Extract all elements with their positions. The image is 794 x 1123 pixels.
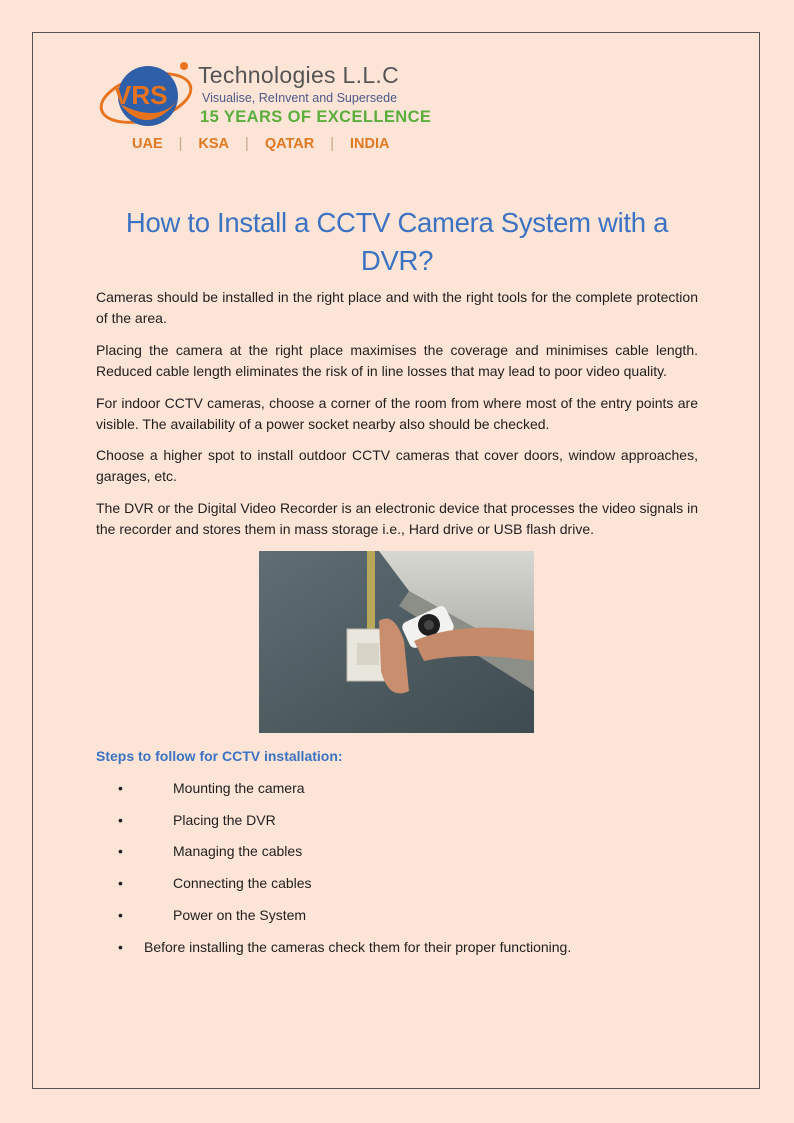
step-text: Mounting the camera <box>173 780 305 796</box>
list-item <box>96 778 698 810</box>
region-separator: | <box>178 136 183 152</box>
logo-mark-text: VRS <box>114 80 168 110</box>
bullet-icon: • <box>118 811 123 828</box>
list-item <box>96 905 698 937</box>
document-title: How to Install a CCTV Camera System with a DVR? <box>125 207 669 276</box>
years-of-excellence: 15 YEARS OF EXCELLENCE <box>200 108 432 126</box>
region-separator: | <box>330 136 334 152</box>
steps-list <box>96 778 698 936</box>
bullet-icon: • <box>118 843 123 860</box>
bullet-icon: • <box>118 875 123 892</box>
list-item <box>96 810 698 842</box>
region-separator: | <box>245 136 249 152</box>
company-name: Technologies L.L.C <box>198 62 400 88</box>
region-list <box>132 136 389 152</box>
bullet-icon: • <box>118 906 123 923</box>
region-uae: UAE <box>132 136 163 152</box>
paragraph-5: The DVR or the Digital Video Recorder is an electronic device that processes the video signals in the recorder and stores them in mass storage i.e., Hard drive or USB flash drive. <box>96 500 698 537</box>
list-item <box>96 873 698 905</box>
step-text: Managing the cables <box>173 843 303 860</box>
paragraph-3: For indoor CCTV cameras, choose a corner of the room from where most of the entry points are visible. The availability of a power socket nearby also should be checked. <box>96 395 698 432</box>
steps-heading: Steps to follow for CCTV installation: <box>96 748 343 764</box>
region-qatar: QATAR <box>264 136 315 152</box>
paragraph-1: Cameras should be installed in the right place and with the right tools for the complete protection of the area. <box>96 289 698 326</box>
step-text: Connecting the cables <box>173 875 312 892</box>
list-item <box>96 841 698 873</box>
step-text: Placing the DVR <box>173 811 276 828</box>
cctv-install-photo <box>259 551 534 733</box>
paragraph-2: Placing the camera at the right place maximises the coverage and minimises cable length. Reduced cable length eliminates the risk of in line losses that may lead to poor video quality. <box>96 342 698 379</box>
bullet-icon: • <box>118 780 123 796</box>
region-ksa: KSA <box>198 136 230 152</box>
final-item-text: Before installing the cameras check them for their proper functioning. <box>144 939 572 955</box>
step-text: Power on the System <box>173 906 307 923</box>
company-tagline: Visualise, ReInvent and Supersede <box>202 91 398 105</box>
paragraph-4: Choose a higher spot to install outdoor CCTV cameras that cover doors, window approaches, garages, etc. <box>96 447 698 484</box>
globe-logo-icon <box>98 58 198 138</box>
region-india: INDIA <box>350 136 390 152</box>
bullet-icon: • <box>118 939 123 955</box>
